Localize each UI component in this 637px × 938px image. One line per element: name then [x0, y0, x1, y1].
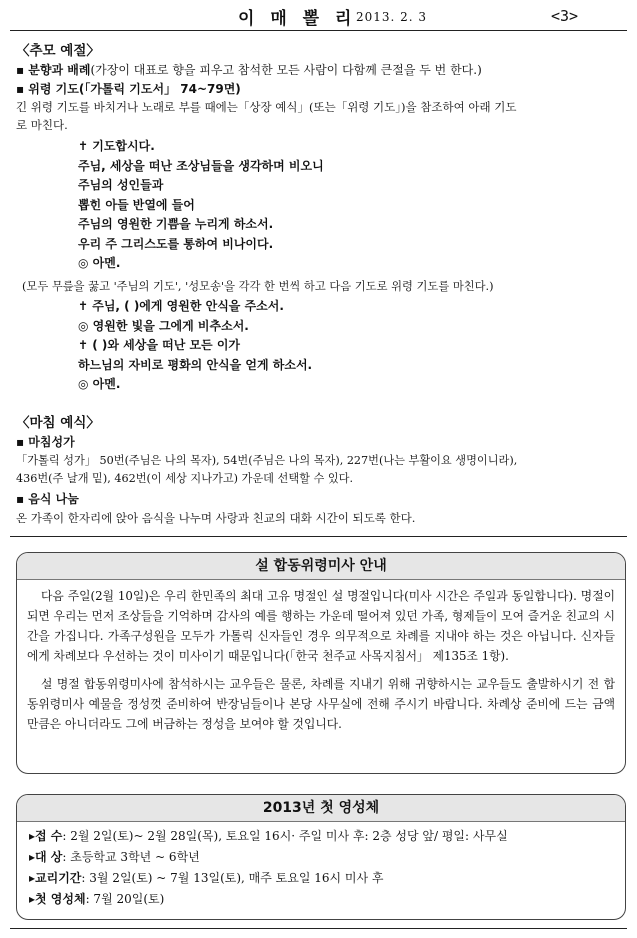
- communion-row-date: [29, 889, 615, 910]
- notice-box-body: [17, 580, 625, 734]
- communion-box-title: 2013년 첫 영성체: [17, 795, 625, 822]
- prayer-block-1: [78, 137, 324, 274]
- row-label: ▸첫 영성체: [29, 892, 86, 906]
- page-number: <3>: [551, 7, 579, 25]
- prayer-line: ✝ 주님, ( )에게 영원한 안식을 주소서.: [78, 299, 284, 313]
- prayer-label: ▪ 위령 기도(「가톨릭 기도서」 74~79면): [16, 82, 241, 96]
- prayer-line: 주님, 세상을 떠난 조상님들을 생각하며 비오니: [78, 158, 324, 173]
- prayer-line: ◎ 영원한 빛을 그에게 비추소서.: [78, 318, 249, 333]
- prayer-line: ◎ 아멘.: [78, 377, 121, 391]
- incense-text: (가장이 대표로 향을 피우고 참석한 모든 사람이 다함께 큰절을 두 번 한다.): [90, 63, 482, 77]
- communion-row-registration: [29, 826, 615, 847]
- communion-info-list: [17, 822, 625, 910]
- kneel-note: (모두 무릎을 꿇고 '주님의 기도', '성모송'을 각각 한 번씩 하고 다음 기도로 위령 기도를 마친다.): [22, 280, 494, 293]
- row-value: : 7월 20일(토): [85, 892, 165, 906]
- prayer-line: 하느님의 자비로 평화의 안식을 얻게 하소서.: [78, 357, 313, 372]
- prayer-line: ✝ 기도합시다.: [78, 139, 155, 153]
- section-rule: [10, 536, 627, 537]
- row-label: ▸대 상: [29, 850, 63, 864]
- prayer-line: ✝ ( )와 세상을 떠난 모든 이가: [78, 338, 241, 352]
- prayer-bullet: [16, 80, 241, 97]
- issue-date: 2013. 2. 3: [356, 10, 428, 24]
- memorial-mass-notice-box: [16, 552, 626, 774]
- notice-box-title: 설 합동위령미사 안내: [17, 553, 625, 580]
- prayer-line: 뽑힌 아들 반열에 들어: [78, 197, 195, 212]
- memorial-rite-heading: 〈추모 예절〉: [16, 43, 100, 59]
- row-value: : 3월 2일(토) ~ 7월 13일(토), 매주 토요일 16시 미사 후: [81, 871, 384, 885]
- header-rule: [10, 30, 627, 31]
- row-label: ▸접 수: [29, 829, 63, 843]
- newsletter-title: 이 매 뽈 리: [238, 9, 357, 29]
- incense-label: ▪ 분향과 배례: [16, 63, 91, 77]
- meal-bullet: [16, 490, 79, 507]
- hymn-label: ▪ 마침성가: [16, 435, 75, 449]
- hymn-bullet: [16, 433, 75, 450]
- row-value: : 초등학교 3학년 ~ 6학년: [62, 850, 200, 864]
- prayer-intro-line: 로 마친다.: [16, 118, 68, 132]
- prayer-line: 우리 주 그리스도를 통하여 비나이다.: [78, 236, 274, 251]
- hymn-line: 「가톨릭 성가」 50번(주님은 나의 목자), 54번(주님은 나의 목자), 227번(나는 부활이요 생명이니라),: [16, 454, 518, 467]
- hymn-text: [16, 452, 628, 488]
- row-label: ▸교리기간: [29, 871, 82, 885]
- prayer-intro: [16, 98, 628, 134]
- prayer-line: 주님의 영원한 기쁨을 누리게 하소서.: [78, 217, 274, 231]
- footer-rule: [10, 928, 627, 929]
- communion-row-target: [29, 847, 615, 868]
- closing-rite-heading: 〈마침 예식〉: [16, 415, 100, 431]
- meal-text: 온 가족이 한자리에 앉아 음식을 나누며 사랑과 친교의 대화 시간이 되도록 한다.: [16, 511, 416, 525]
- communion-row-period: [29, 868, 615, 889]
- hymn-line: 436번(주 날개 밑), 462번(이 세상 지나가고) 가운데 선택할 수 있다.: [16, 472, 354, 485]
- first-communion-box: [16, 794, 626, 920]
- notice-paragraph: 다음 주일(2월 10일)은 우리 한민족의 최대 고유 명절인 설 명절입니다(미사 시간은 주일과 동일합니다). 명절이 되면 우리는 먼저 조상들을 기억하며 감사의 예를 행하는 가운데 떨어져 있던 가족, 형제들이 모여 즐거운 친교의 시간을 가집니다. 가족구성원을 모두가 가톨릭 신자들인 경우 의무적으로 차례를 지내야 하는 것은 아닙니다. 신자들에게 차례보다 우선하는 것이 미사이기 때문입니다(「한국 천주교 사목지침서」 제135조 1항).: [27, 589, 615, 663]
- newsletter-header: [10, 4, 627, 28]
- incense-bullet: [16, 61, 482, 78]
- prayer-block-2: [78, 297, 312, 395]
- prayer-line: 주님의 성인들과: [78, 178, 164, 192]
- meal-label: ▪ 음식 나눔: [16, 492, 79, 506]
- prayer-intro-line: 긴 위령 기도를 바치거나 노래로 부를 때에는「상장 예식」(또는「위령 기도」)을 참조하여 아래 기도: [16, 100, 517, 114]
- prayer-line: ◎ 아멘.: [78, 256, 121, 270]
- row-value: : 2월 2일(토)~ 2월 28일(목), 토요일 16시· 주일 미사 후: 2층 성당 앞/ 평일: 사무실: [62, 829, 508, 843]
- notice-paragraph: 설 명절 합동위령미사에 참석하시는 교우들은 물론, 차례를 지내기 위해 귀향하시는 교우들도 출발하시기 전 합동위령미사 예물을 정성껏 준비하여 반장님들이나 본당 사무실에 전해 주시기 바랍니다. 차례상 준비에 드는 금액만큼은 아니더라도 그에 버금하는 정성을 보여야 할 것입니다.: [27, 677, 615, 731]
